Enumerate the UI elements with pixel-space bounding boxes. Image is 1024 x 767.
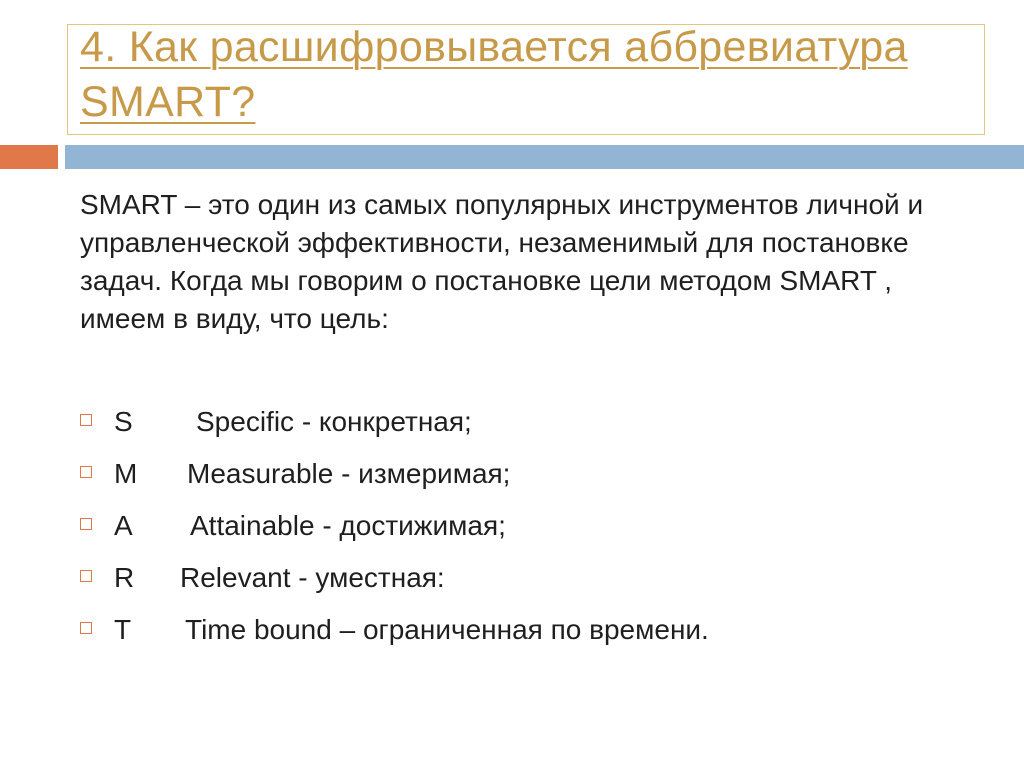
item-term: Attainable - достижимая; bbox=[190, 510, 506, 541]
item-letter: R bbox=[114, 562, 135, 593]
item-letter: M bbox=[114, 458, 138, 489]
item-term: Measurable - измеримая; bbox=[187, 458, 511, 489]
item-letter: S bbox=[114, 406, 133, 437]
square-bullet-icon bbox=[80, 570, 92, 582]
slide-title: 4. Как расшифровывается аббревиатура SMART? bbox=[80, 23, 908, 126]
list-item bbox=[80, 403, 980, 455]
intro-text: SMART – это один из самых популярных инструментов личной и управленческой эффективности, незаменимый для постановке задач. Когда мы говорим о постановке цели методом SMART , имеем в виду, что цель: bbox=[80, 189, 924, 334]
list-item bbox=[80, 455, 980, 507]
accent-bar-orange bbox=[0, 145, 58, 169]
smart-list bbox=[80, 403, 980, 663]
square-bullet-icon bbox=[80, 414, 92, 426]
square-bullet-icon bbox=[80, 466, 92, 478]
item-letter: T bbox=[114, 614, 132, 645]
item-term: Time bound – ограниченная по времени. bbox=[185, 614, 709, 645]
item-term: Specific - конкретная; bbox=[196, 406, 472, 437]
square-bullet-icon bbox=[80, 622, 92, 634]
list-item bbox=[80, 559, 980, 611]
item-term: Relevant - уместная: bbox=[180, 562, 445, 593]
list-item bbox=[80, 507, 980, 559]
list-item bbox=[80, 611, 980, 663]
accent-bar-blue bbox=[65, 145, 1024, 169]
intro-paragraph bbox=[80, 186, 980, 338]
square-bullet-icon bbox=[80, 518, 92, 530]
item-letter: A bbox=[114, 510, 133, 541]
